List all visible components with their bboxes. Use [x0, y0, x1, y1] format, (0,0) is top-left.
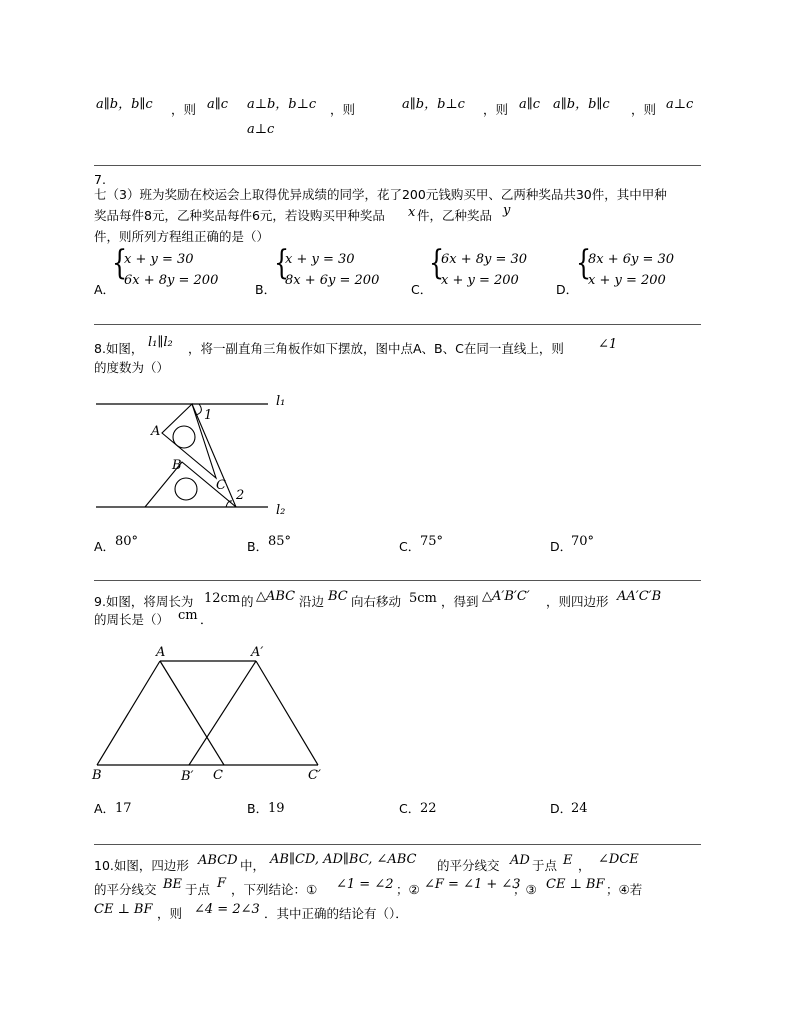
q10-e: E: [563, 853, 573, 868]
q7-var-x: x: [408, 205, 416, 220]
q10-l2c: ，下列结论：①: [231, 882, 318, 897]
q9-side-a2b2: [189, 661, 256, 765]
q9-label-c: C: [213, 768, 223, 783]
q8-label-angle-1: 1: [204, 408, 213, 423]
q9-option-c-value: 22: [420, 801, 437, 816]
q7-option-b-label: B．: [255, 282, 277, 297]
q9-perimeter: 12cm: [204, 591, 241, 606]
q9-side-ab: [97, 661, 160, 765]
q9-line2: 的周长是（）: [94, 612, 170, 627]
q10-l2b: 于点: [185, 882, 211, 897]
q9-quadrilateral: AA′C′B: [617, 589, 662, 604]
q8-option-b-value: 85°: [268, 534, 292, 549]
q9-label-c2: C′: [308, 768, 321, 783]
q10-conclusion-2: ∠F = ∠1 + ∠3: [424, 877, 521, 892]
q8-option-b-label: B．: [247, 539, 269, 554]
q8-option-c-value: 75°: [420, 534, 444, 549]
q10-condition: AB∥CD, AD∥BC, ∠ABC: [270, 852, 417, 867]
q6-option-d-sep: ，则: [631, 102, 657, 117]
q8-parallel-condition: l₁∥l₂: [148, 335, 173, 350]
q7-option-a-eq1: x + y = 30: [124, 252, 194, 267]
q6-option-c-sep: ，则: [483, 102, 509, 117]
q6-option-c-result: a∥c: [519, 97, 541, 112]
q7-option-d-eq2: x + y = 200: [588, 273, 666, 288]
q7-text-line2b: 件，乙种奖品: [417, 208, 493, 223]
q10-l2e: ；③: [513, 882, 537, 897]
q10-conclusion-4: ∠4 = 2∠3: [194, 902, 260, 917]
q8-option-c-label: C．: [399, 539, 421, 554]
q9-unit: cm: [178, 608, 198, 623]
q7-text-line2a: 奖品每件8元，乙种奖品每件6元，若设购买甲种奖品: [94, 208, 385, 223]
q9-distance: 5cm: [409, 591, 437, 606]
q9-option-b-value: 19: [268, 801, 285, 816]
q9-option-d-label: D．: [550, 801, 573, 816]
q6-option-b-result: a⊥c: [247, 122, 275, 137]
q6-option-d-result: a⊥c: [666, 97, 694, 112]
q9-triangle-abc: △ABC: [256, 589, 296, 604]
q10-quadrilateral: ABCD: [198, 853, 238, 868]
q7-option-b-eq1: x + y = 30: [285, 252, 355, 267]
q8-option-d-label: D．: [550, 539, 573, 554]
q7-option-d-brace: {: [576, 243, 592, 283]
q9-line2-end: ．: [200, 612, 213, 627]
q10-f: F: [217, 876, 227, 891]
q8-option-a-label: A．: [94, 539, 116, 554]
q6-option-b-condition: a⊥b，b⊥c: [247, 97, 317, 112]
q7-option-a-brace: {: [112, 243, 128, 283]
q8-option-a-value: 80°: [115, 534, 139, 549]
q10-angle-dce: ∠DCE: [598, 852, 639, 867]
q10-l3b: ，则: [157, 906, 183, 921]
q9-option-c-label: C．: [399, 801, 421, 816]
q10-t2: 的平分线交: [437, 858, 500, 873]
q7-option-c-brace: {: [429, 243, 445, 283]
q9-option-a-label: A．: [94, 801, 116, 816]
q7-option-d-label: D．: [556, 282, 579, 297]
q8-label-c: C: [216, 478, 226, 493]
q10-l3-condition: CE ⊥ BF: [94, 902, 153, 917]
q6-option-b-sep: ，则: [330, 102, 356, 117]
q7-option-b-eq2: 8x + 6y = 200: [285, 273, 380, 288]
q9-side: BC: [328, 589, 348, 604]
q10-t4: ，: [578, 858, 591, 873]
q7-option-c-eq2: x + y = 200: [441, 273, 519, 288]
q9-t2: 沿边: [299, 594, 325, 609]
q7-text-line1: 七（3）班为奖励在校运会上取得优异成绩的同学，花了200元钱购买甲、乙两种奖品共30件，其中甲种: [94, 187, 667, 202]
q7-option-a-eq2: 6x + 8y = 200: [124, 273, 219, 288]
q9-option-b-label: B．: [247, 801, 269, 816]
q7-number: 7.: [94, 172, 106, 187]
q7-option-a-label: A．: [94, 282, 116, 297]
q9-t4: ，得到: [441, 594, 479, 609]
q10-conclusion-3: CE ⊥ BF: [546, 877, 605, 892]
q8-angle: ∠1: [598, 337, 618, 352]
q6-option-c-condition: a∥b，b⊥c: [402, 97, 465, 112]
q10-l2a: 的平分线交: [94, 882, 157, 897]
q10-l2d: ；②: [396, 882, 420, 897]
q10-l3c: ．其中正确的结论有（）．: [264, 906, 408, 921]
q10-conclusion-1: ∠1 = ∠2: [336, 877, 394, 892]
q9-lead: 9.如图，将周长为: [94, 594, 194, 609]
q9-t5: ，则四边形: [546, 594, 609, 609]
q9-side-ac: [160, 661, 224, 765]
q10-t1: 中，: [240, 858, 266, 873]
q9-label-b2: B′: [181, 769, 194, 784]
q10-be: BE: [163, 877, 183, 892]
q9-side-a2c2: [256, 661, 318, 765]
q10-lead: 10.如图，四边形: [94, 858, 189, 873]
q10-ad: AD: [510, 853, 530, 868]
q9-option-d-value: 24: [571, 801, 588, 816]
q8-label-b: B: [172, 458, 182, 473]
q8-text1: ，将一副直角三角板作如下摆放，图中点A、B、C在同一直线上，则: [188, 341, 564, 356]
q8-option-d-value: 70°: [571, 534, 595, 549]
q9-label-b: B: [92, 768, 102, 783]
q8-text2: 的度数为（）: [94, 360, 170, 375]
q9-label-a2: A′: [251, 645, 264, 660]
q8-label-l1: l₁: [276, 394, 286, 409]
q6-option-a-sep: ，则: [171, 102, 197, 117]
q7-option-b-brace: {: [274, 243, 290, 283]
q9-option-a-value: 17: [115, 801, 132, 816]
q9-label-a: A: [156, 645, 166, 660]
q10-t3: 于点: [532, 858, 558, 873]
q9-t1: 的: [241, 594, 254, 609]
q7-text-line3: 件，则所列方程组正确的是（）: [94, 229, 270, 244]
q7-var-y: y: [503, 203, 511, 218]
q8-label-l2: l₂: [276, 503, 286, 518]
q9-triangle-image: △A′B′C′: [482, 589, 530, 604]
q10-l2f: ；④若: [606, 882, 643, 897]
q7-option-c-label: C．: [411, 282, 433, 297]
q8-label-angle-2: 2: [236, 488, 245, 503]
divider: [94, 844, 701, 845]
q6-option-a-condition: a∥b，b∥c: [96, 97, 153, 112]
q7-option-d-eq1: 8x + 6y = 30: [588, 252, 675, 267]
q7-option-c-eq1: 6x + 8y = 30: [441, 252, 528, 267]
q6-option-a-result: a∥c: [207, 97, 229, 112]
q8-lead: 8.如图，: [94, 341, 144, 356]
q8-label-a: A: [151, 424, 161, 439]
q9-t3: 向右移动: [351, 594, 402, 609]
q6-option-d-condition: a∥b，b∥c: [553, 97, 610, 112]
